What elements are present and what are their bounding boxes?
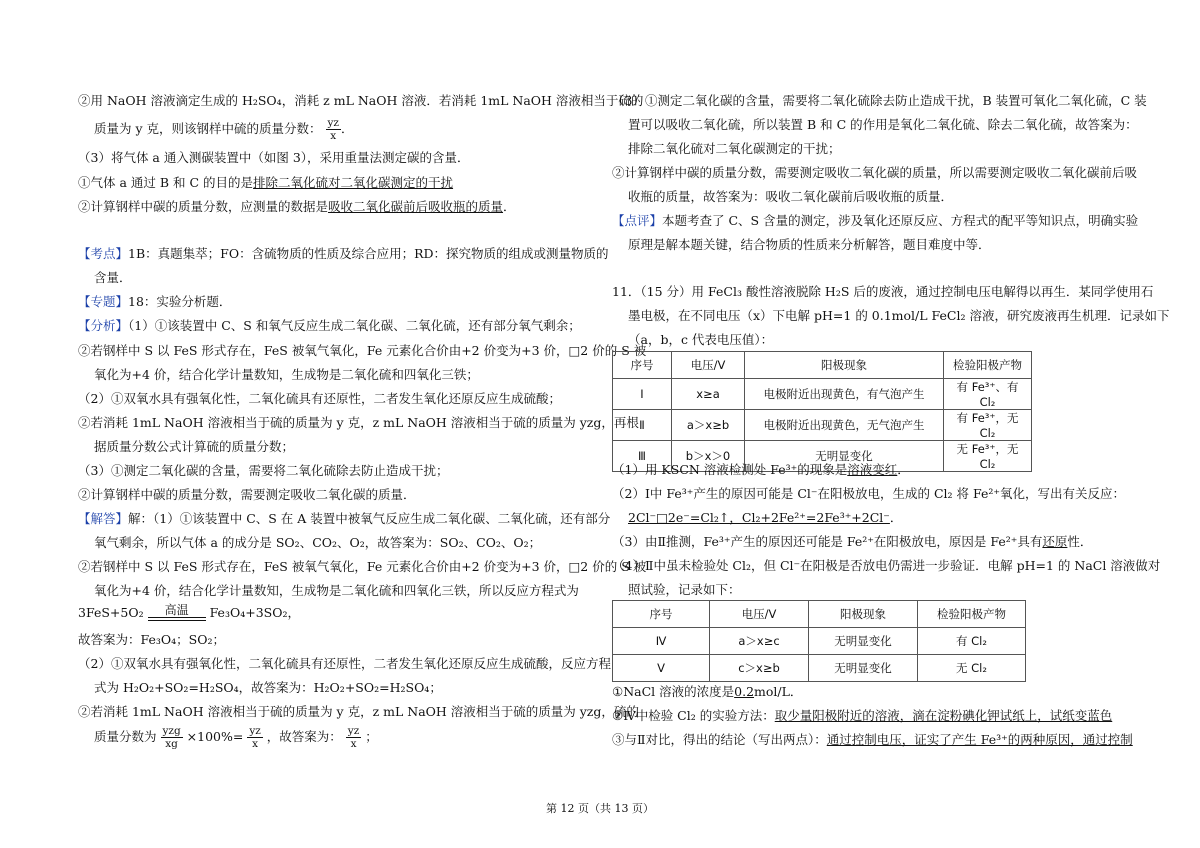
fraction-numerator: yz xyxy=(347,725,360,737)
kaodian-tag: 【考点】 xyxy=(78,246,129,261)
text-line: （2）①双氧水具有强氧化性，二氧化硫具有还原性，二者发生氧化还原反应生成硫酸，反应方程 xyxy=(78,656,611,671)
table-row xyxy=(613,655,1026,682)
table-header-cell: 检验阳极产物 xyxy=(918,601,1026,628)
fraction-numerator: yz xyxy=(327,117,339,129)
text-segment: 质量分数为 xyxy=(94,729,157,744)
answer-line xyxy=(612,684,802,700)
reaction-arrow xyxy=(148,603,206,621)
text-line: ②若钢样中 S 以 FeS 形式存在，FeS 被氧气氧化，Fe 元素化合价由+2 价变为+3 价，□2 价的 S 被 xyxy=(78,559,647,574)
text-segment: ； xyxy=(365,729,378,744)
equation-products: Fe₃O₄+3SO₂， xyxy=(209,605,300,620)
text-line: 氧化为+4 价，结合化学计量数知，生成物是二氧化硫和四氧化三铁； xyxy=(94,367,479,382)
text-line: （2）Ⅰ中 Fe³⁺产生的原因可能是 Cl⁻在阳极放电，生成的 Cl₂ 将 Fe²⁺氧化，写出有关反应： xyxy=(612,486,1125,501)
text-line: 置可以吸收二氧化硫，所以装置 B 和 C 的作用是氧化二氧化硫、除去二氧化硫，故答案为： xyxy=(628,117,1138,132)
text-segment: ②计算钢样中碳的质量分数，应测量的数据是 xyxy=(78,199,329,214)
text-line: 收瓶的质量，故答案为：吸收二氧化碳前后吸收瓶的质量． xyxy=(628,189,954,204)
table-header-cell: 检验阳极产物 xyxy=(944,352,1032,379)
table-header-cell: 电压/V xyxy=(672,352,745,379)
table-row xyxy=(613,410,1032,441)
fraction-denominator: xg xyxy=(165,738,178,750)
text-line: ②计算钢样中碳的质量分数，需要测定吸收二氧化碳的质量，所以需要测定吸收二氧化碳前后吸 xyxy=(612,165,1138,180)
text-line: 氧化为+4 价，结合化学计量数知，生成物是二氧化硫和四氧化三铁，所以反应方程式为 xyxy=(94,583,579,598)
text-line: 墨电极，在不同电压（x）下电解 pH=1 的 0.1mol/L FeCl₂ 溶液，研究废液再生机理．记录如下 xyxy=(628,308,1170,323)
fraction xyxy=(326,117,341,142)
text-segment: 性． xyxy=(1067,534,1093,549)
fraction-numerator: yzg xyxy=(162,725,181,737)
fraction xyxy=(247,725,262,750)
fenxi-line xyxy=(78,318,581,334)
answer-blank: 通过控制电压，证实了产生 Fe³⁺的两种原因，通过控制 xyxy=(826,732,1133,747)
text-segment: ①NaCl 溶液的浓度是 xyxy=(612,684,735,699)
text-line: 排除二氧化硫对二氧化碳测定的干扰； xyxy=(628,141,841,156)
text-line: 式为 H₂O₂+SO₂=H₂SO₄，故答案为：H₂O₂+SO₂=H₂SO₄； xyxy=(94,680,442,695)
answer-line: 2Cl⁻□2e⁻=Cl₂↑，Cl₂+2Fe²⁺=2Fe³⁺+2Cl⁻． xyxy=(628,510,903,525)
table-header-row xyxy=(613,601,1026,628)
fraction-denominator: x xyxy=(350,738,357,750)
text-line: ②若消耗 1mL NaOH 溶液相当于硫的质量为 y 克，z mL NaOH 溶液相当于硫的质量为 yzg，再根 xyxy=(78,415,639,430)
text-segment: ②Ⅳ中检验 Cl₂ 的实验方法： xyxy=(612,708,775,723)
answer-line xyxy=(612,534,1092,550)
table-cell: 有 Fe³⁺、有 Cl₂ xyxy=(944,379,1032,410)
text-line: ②若钢样中 S 以 FeS 形式存在，FeS 被氧气氧化，Fe 元素化合价由+2 价变为+3 价，□2 价的 S 被 xyxy=(78,343,647,358)
text-line: 含量． xyxy=(94,270,132,285)
page-footer: 第 12 页（共 13 页） xyxy=(546,802,654,815)
answer-blank: 0.2 xyxy=(734,684,755,699)
text-segment: 本题考查了 C、S 含量的测定，涉及氧化还原反应、方程式的配平等知识点，明确实验 xyxy=(662,213,1139,228)
question-stem: 11．（15 分）用 FeCl₃ 酸性溶液脱除 H₂S 后的废液，通过控制电压电解得以再生．某同学使用石 xyxy=(612,284,1154,299)
answer-line xyxy=(612,708,1112,724)
table-header-cell: 序号 xyxy=(613,601,710,628)
table-row xyxy=(613,628,1026,655)
table-cell: Ⅳ xyxy=(613,628,710,655)
table-cell: Ⅰ xyxy=(613,379,672,410)
text-segment: （1）用 KSCN 溶液检测处 Fe³⁺的现象是 xyxy=(612,462,848,477)
table-cell: 电极附近出现黄色，无气泡产生 xyxy=(745,410,944,441)
text-segment: （1）①该装置中 C、S 和氧气反应生成二氧化碳、二氧化硫，还有部分氧气剩余； xyxy=(128,318,581,333)
text-segment: 质量为 y 克，则该钢样中硫的质量分数： xyxy=(94,121,322,136)
table-cell: Ⅴ xyxy=(613,655,710,682)
table-header-cell: 阳极现象 xyxy=(809,601,918,628)
equation-reactants: 3FeS+5O₂ xyxy=(78,605,144,620)
table-cell: 无 Cl₂ xyxy=(918,655,1026,682)
answer-blank: 取少量阳极附近的溶液，滴在淀粉碘化钾试纸上，试纸变蓝色 xyxy=(774,708,1113,723)
equation xyxy=(78,603,300,621)
table-header-cell: 阳极现象 xyxy=(745,352,944,379)
text-segment: （3）由Ⅱ推测，Fe³⁺产生的原因还可能是 Fe²⁺在阳极放电，原因是 Fe²⁺具有 xyxy=(612,534,1043,549)
answer-line: （1）用 KSCN 溶液检测处 Fe³⁺的现象是溶液变红． xyxy=(612,462,910,477)
text-line: （a，b，c 代表电压值）： xyxy=(628,332,774,347)
answer-blank: 吸收二氧化碳前后吸收瓶的质量 xyxy=(328,199,504,214)
text-segment: ①气体 a 通过 B 和 C 的目的是 xyxy=(78,175,254,190)
table-cell: 无明显变化 xyxy=(745,441,944,472)
answer-blank: 还原 xyxy=(1042,534,1068,549)
jieda-line xyxy=(78,511,610,527)
text-segment: mol/L． xyxy=(754,684,803,699)
table-cell: 无 Fe³⁺，无 Cl₂ xyxy=(944,441,1032,472)
table-cell: c＞x≥b xyxy=(710,655,809,682)
table-cell: 无明显变化 xyxy=(809,628,918,655)
text-line: 质量为 y 克，则该钢样中硫的质量分数： $\frac{yz}{x}$ ． xyxy=(94,117,354,142)
answer-blank: 溶液变红 xyxy=(847,462,898,477)
fraction-denominator: x xyxy=(330,130,337,142)
dianping-tag: 【点评】 xyxy=(612,213,663,228)
data-table-2 xyxy=(612,600,1026,682)
text-segment: 1B：真题集萃；FO：含硫物质的性质及综合应用；RD：探究物质的组成或测量物质的 xyxy=(128,246,609,261)
text-line: ②用 NaOH 溶液滴定生成的 H₂SO₄，消耗 z mL NaOH 溶液．若消耗 1mL NaOH 溶液相当于硫的 xyxy=(78,93,644,108)
fraction-numerator: yz xyxy=(249,725,261,737)
text-line: 原理是解本题关键，结合物质的性质来分析解答，题目难度中等． xyxy=(628,237,991,252)
table-cell: 有 Cl₂ xyxy=(918,628,1026,655)
zhuanti-line xyxy=(78,294,231,310)
table-header-row xyxy=(613,352,1032,379)
text-line: （3）①测定二氧化碳的含量，需要将二氧化硫除去防止造成干扰； xyxy=(78,463,449,478)
fenxi-tag: 【分析】 xyxy=(78,318,129,333)
text-line: 据质量分数公式计算硫的质量分数； xyxy=(94,439,295,454)
table-cell: Ⅱ xyxy=(613,410,672,441)
answer-blank: 2Cl⁻□2e⁻=Cl₂↑，Cl₂+2Fe²⁺=2Fe³⁺+2Cl⁻ xyxy=(628,510,890,525)
answer-line xyxy=(612,732,1133,748)
kaodian-line xyxy=(78,246,609,262)
text-segment: ，故答案为： xyxy=(266,729,342,744)
table-header-cell: 序号 xyxy=(613,352,672,379)
table-header-cell: 电压/V xyxy=(710,601,809,628)
text-line xyxy=(94,725,378,750)
data-table-1 xyxy=(612,351,1032,472)
reaction-condition: 高温 xyxy=(164,603,189,617)
table-cell: b＞x＞0 xyxy=(672,441,745,472)
text-segment: 解：（1）①该装置中 C、S 在 A 装置中被氧气反应生成二氧化碳、二氧化硫，还有部分 xyxy=(128,511,611,526)
text-line: ②计算钢样中碳的质量分数，应测量的数据是吸收二氧化碳前后吸收瓶的质量． xyxy=(78,199,516,214)
text-line: （3）①测定二氧化碳的含量，需要将二氧化硫除去防止造成干扰，B 装置可氧化二氧化硫，C 装 xyxy=(612,93,1147,108)
text-line: （4）Ⅱ中虽未检验处 Cl₂，但 Cl⁻在阳极是否放电仍需进一步验证．电解 pH=1 的 NaCl 溶液做对 xyxy=(612,558,1161,573)
text-line xyxy=(78,175,453,191)
text-line: 故答案为：Fe₃O₄；SO₂； xyxy=(78,632,225,647)
table-cell: Ⅲ xyxy=(613,441,672,472)
table-cell: x≥a xyxy=(672,379,745,410)
answer-blank: 排除二氧化硫对二氧化碳测定的干扰 xyxy=(253,175,454,190)
text-segment: ③与Ⅱ对比，得出的结论（写出两点）： xyxy=(612,732,827,747)
fraction-denominator: x xyxy=(252,738,259,750)
dianping-line xyxy=(612,213,1138,229)
text-line: （3）将气体 a 通入测碳装置中（如图 3），采用重量法测定碳的含量． xyxy=(78,150,470,165)
table-cell: a＞x≥b xyxy=(672,410,745,441)
table-row xyxy=(613,379,1032,410)
table-cell: 无明显变化 xyxy=(809,655,918,682)
text-line: （2）①双氧水具有强氧化性，二氧化硫具有还原性，二者发生氧化还原反应生成硫酸； xyxy=(78,391,561,406)
zhuanti-tag: 【专题】 xyxy=(78,294,129,309)
text-segment: ×100%= xyxy=(186,729,244,744)
jieda-tag: 【解答】 xyxy=(78,511,129,526)
text-line: ②若消耗 1mL NaOH 溶液相当于硫的质量为 y 克，z mL NaOH 溶液相当于硫的质量为 yzg，硫的 xyxy=(78,704,639,719)
fraction xyxy=(161,725,183,750)
text-line: 氧气剩余，所以气体 a 的成分是 SO₂、CO₂、O₂，故答案为：SO₂、CO₂、O₂； xyxy=(94,535,542,550)
text-line: ②计算钢样中碳的质量分数，需要测定吸收二氧化碳的质量． xyxy=(78,487,416,502)
table-cell: a＞x≥c xyxy=(710,628,809,655)
table-cell: 电极附近出现黄色，有气泡产生 xyxy=(745,379,944,410)
fraction xyxy=(346,725,361,750)
text-segment: 18：实验分析题． xyxy=(128,294,232,309)
table-cell: 有 Fe³⁺，无 Cl₂ xyxy=(944,410,1032,441)
text-line: 照试验，记录如下： xyxy=(628,582,741,597)
